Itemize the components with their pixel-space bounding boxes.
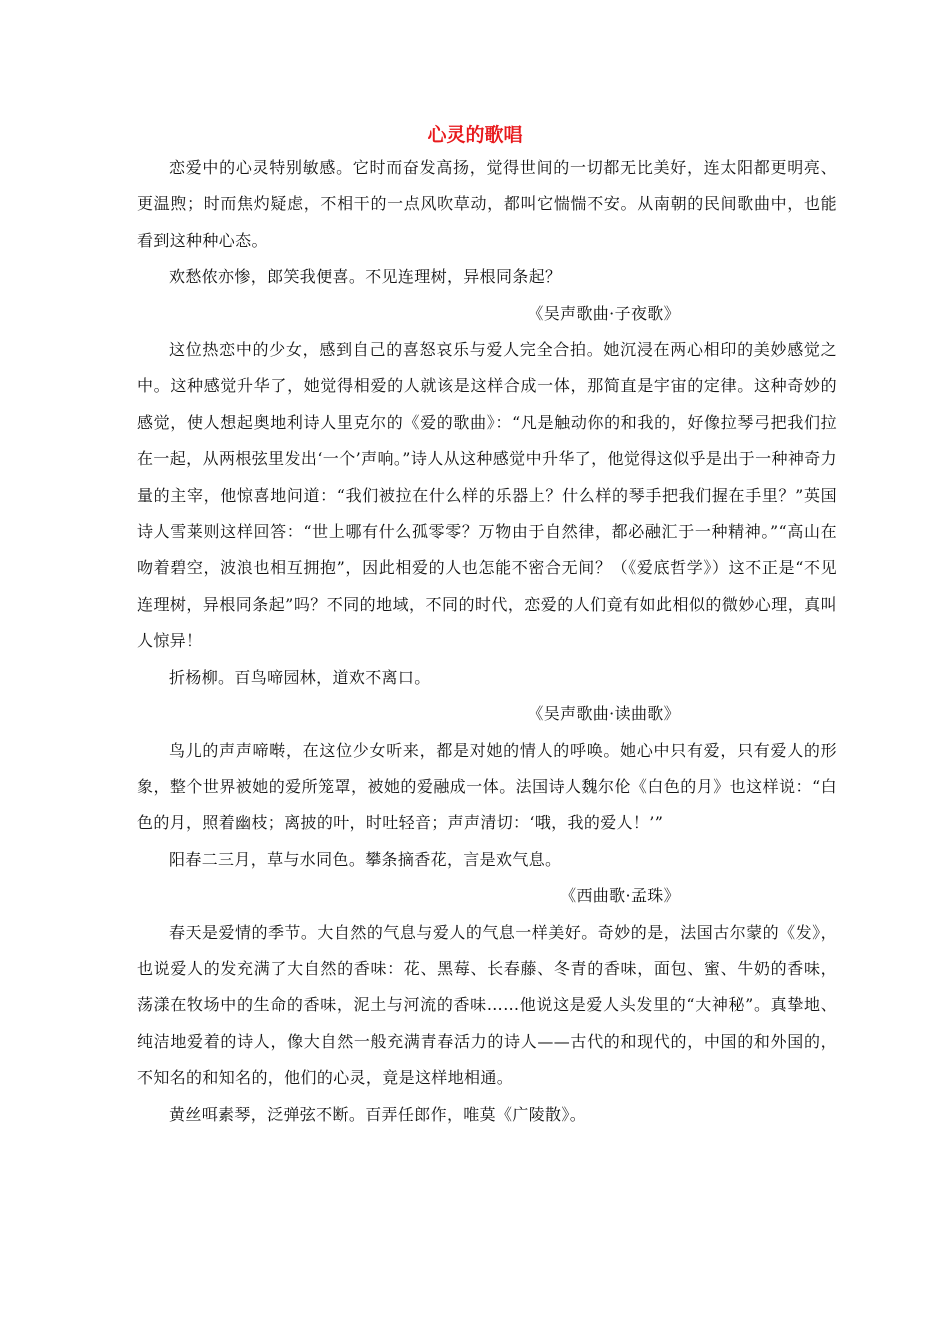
paragraph: 鸟儿的声声啼啭，在这位少女听来，都是对她的情人的呼唤。她心中只有爱，只有爱人的形象，整个世界被她的爱所笼罩，被她的爱融成一体。法国诗人魏尔伦《白色的月》也这样说：“白色的月，照着幽枝；离披的叶，时吐轻音；声声清切：‘哦，我的爱人！’” xyxy=(137,740,837,833)
poem-source: 《西曲歌·孟珠》 xyxy=(560,886,680,906)
poem-quote: 欢愁侬亦惨，郎笑我便喜。不见连理树，异根同条起？ xyxy=(169,267,562,287)
poem-quote: 黄丝咡素琴，泛弹弦不断。百弄任郎作，唯莫《广陵散》。 xyxy=(169,1104,587,1124)
poem-source: 《吴声歌曲·子夜歌》 xyxy=(527,303,680,323)
poem-quote: 阳春二三月，草与水同色。攀条摘香花，言是欢气息。 xyxy=(169,849,562,869)
poem-source: 《吴声歌曲·读曲歌》 xyxy=(527,704,680,724)
paragraph: 恋爱中的心灵特别敏感。它时而奋发高扬，觉得世间的一切都无比美好，连太阳都更明亮、更温煦；时而焦灼疑虑，不相干的一点风吹草动，都叫它惴惴不安。从南朝的民间歌曲中，也能看到这种种心态。 xyxy=(137,158,837,250)
document-body xyxy=(137,150,837,1133)
paragraph: 春天是爱情的季节。大自然的气息与爱人的气息一样美好。奇妙的是，法国古尔蒙的《发》，也说爱人的发充满了大自然的香味：花、黑莓、长春藤、冬青的香味，面包、蜜、牛奶的香味，荡漾在牧场中的生命的香味，泥土与河流的香味……他说这是爱人头发里的“大神秘”。真挚地、纯洁地爱着的诗人，像大自然一般充满青春活力的诗人——古代的和现代的，中国的和外国的，不知名的和知名的，他们的心灵，竟是这样地相通。 xyxy=(137,922,837,1088)
document-title: 心灵的歌唱 xyxy=(427,124,523,146)
poem-quote: 折杨柳。百鸟啼园林，道欢不离口。 xyxy=(169,667,431,687)
paragraph: 这位热恋中的少女，感到自己的喜怒哀乐与爱人完全合拍。她沉浸在两心相印的美妙感觉之中。这种感觉升华了，她觉得相爱的人就该是这样合成一体，那简直是宇宙的定律。这种奇妙的感觉，使人想起奥地利诗人里克尔的《爱的歌曲》：“凡是触动你的和我的，好像拉琴弓把我们拉在一起，从两根弦里发出‘一个’声响。”诗人从这种感觉中升华了，他觉得这似乎是出于一种神奇力量的主宰，他惊喜地问道：“我们被拉在什么样的乐器上？什么样的琴手把我们握在手里？”英国诗人雪莱则这样回答：“世上哪有什么孤零零？万物由于自然律，都必融汇于一种精神。”“高山在吻着碧空，波浪也相互拥抱”，因此相爱的人也怎能不密合无间？（《爱底哲学》）这不正是“不见连理树，异根同条起”吗？不同的地域，不同的时代，恋爱的人们竟有如此相似的微妙心理，真叫人惊异！ xyxy=(137,340,837,651)
